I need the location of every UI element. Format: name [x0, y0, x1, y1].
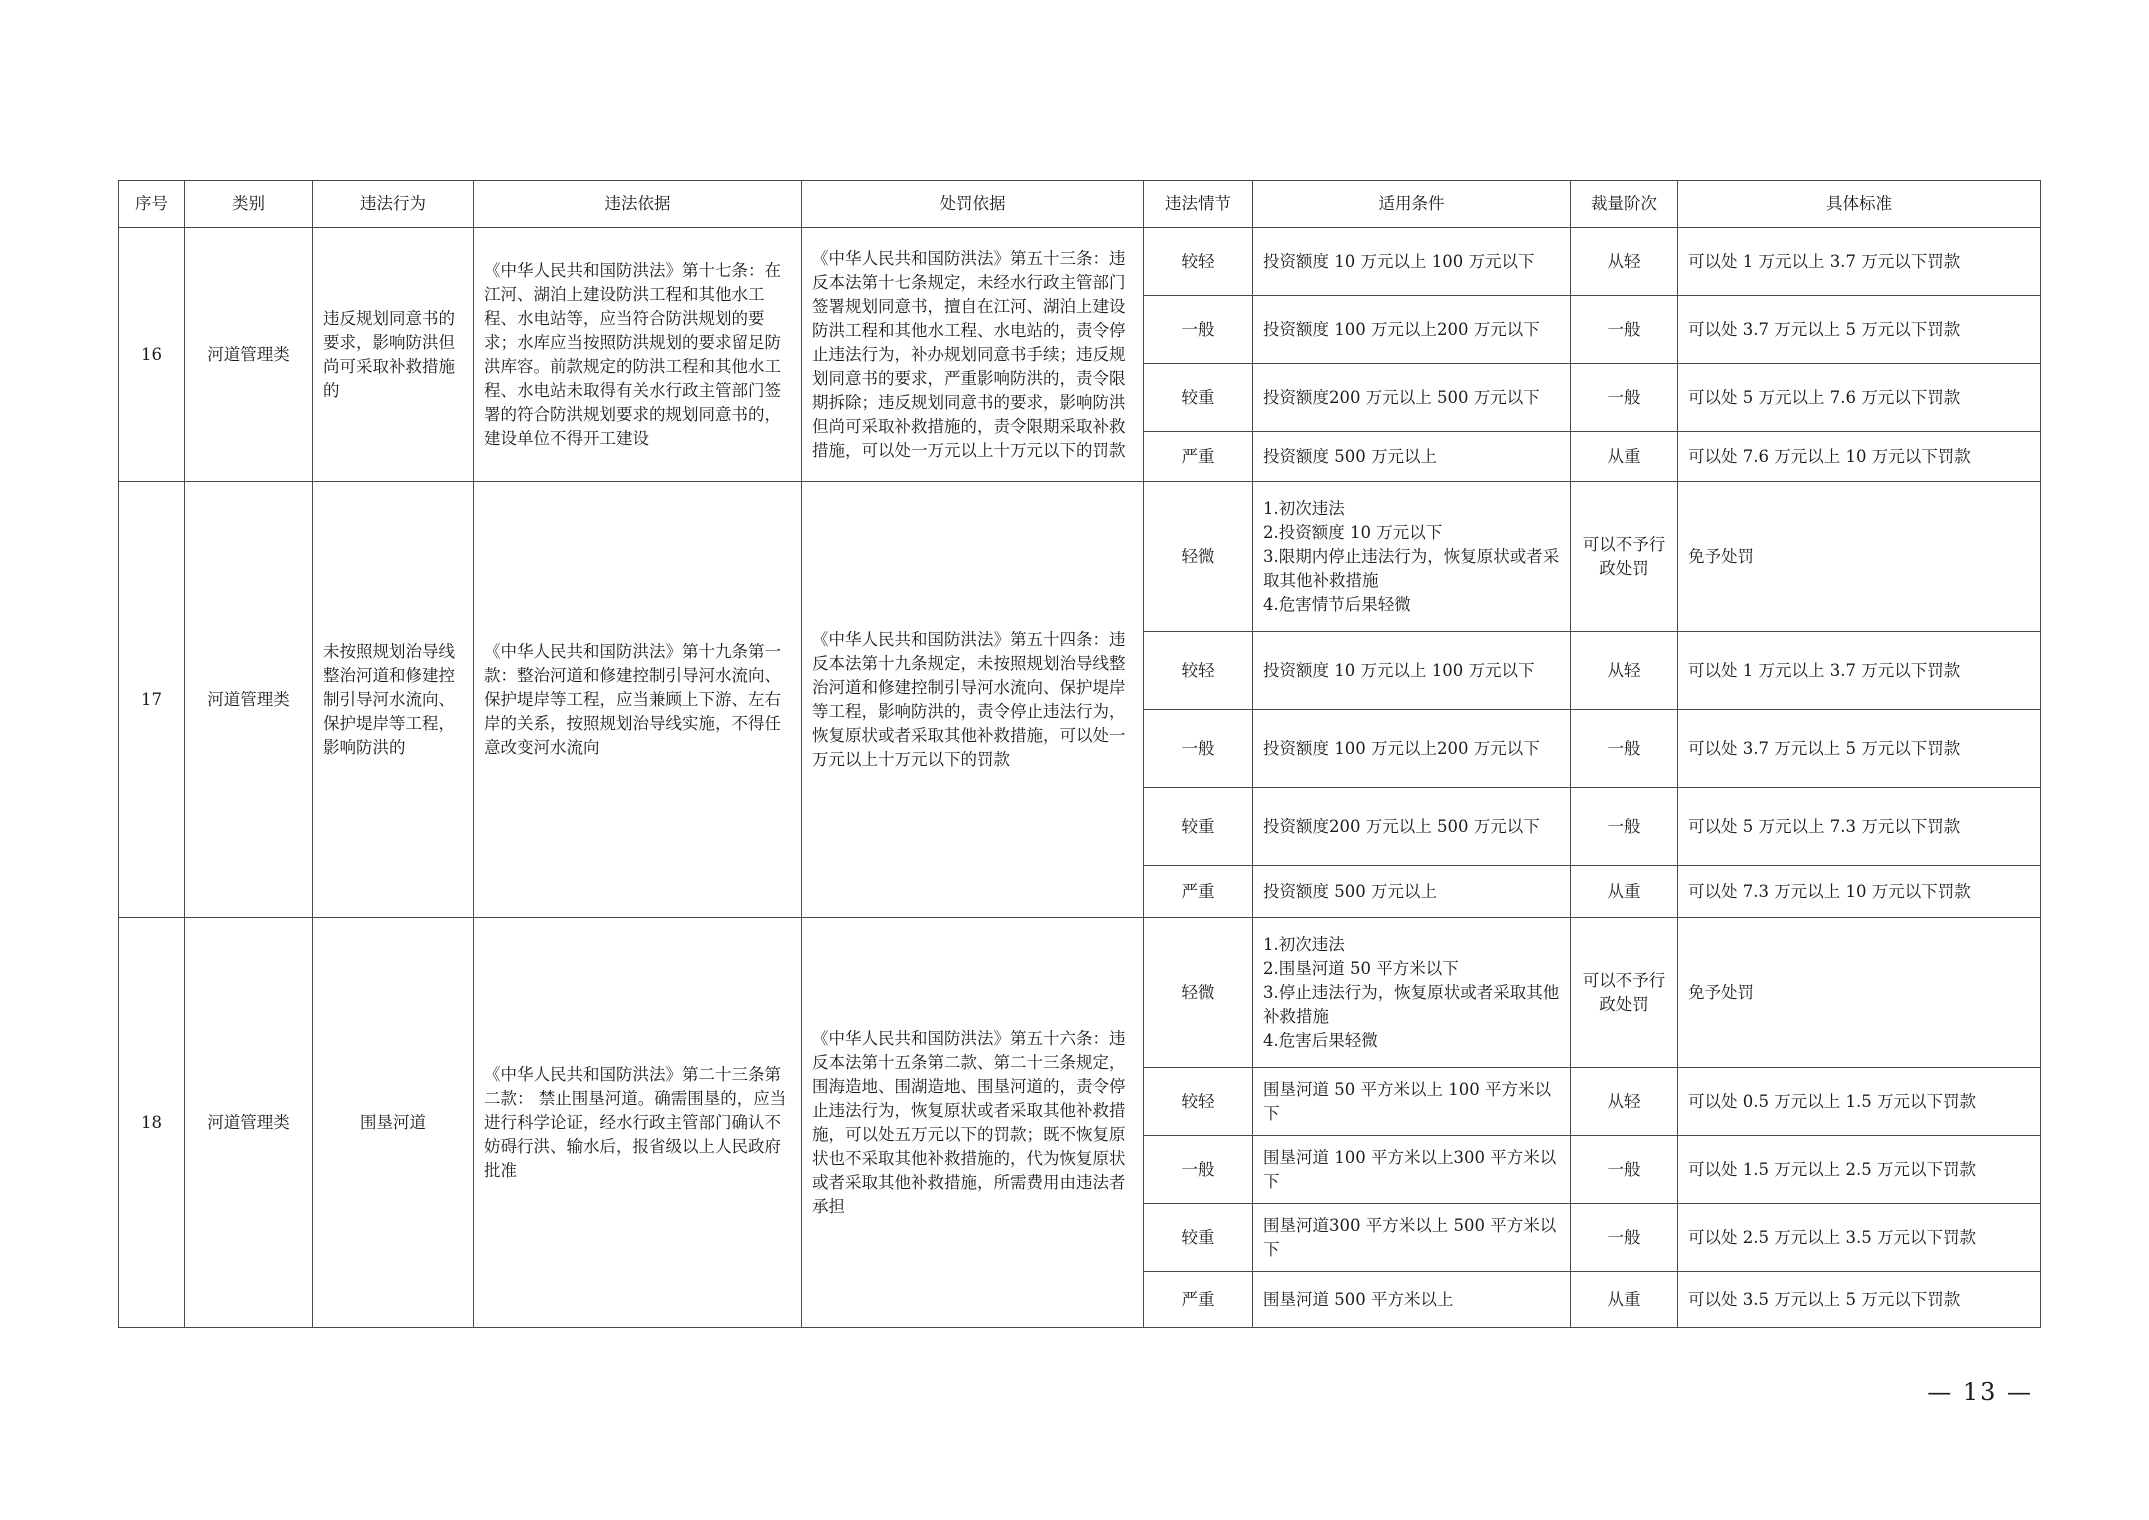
row-plot: 轻微 [1144, 918, 1253, 1068]
row-plot: 轻微 [1144, 482, 1253, 632]
row-basis: 《中华人民共和国防洪法》第十九条第一款：整治河道和修建控制引导河水流向、保护堤岸等工程，应当兼顾上下游、左右岸的关系，按照规划治导线实施，不得任意改变河水流向 [474, 482, 802, 918]
row-basis: 《中华人民共和国防洪法》第十七条：在江河、湖泊上建设防洪工程和其他水工程、水电站等，应当符合防洪规划的要求；水库应当按照防洪规划的要求留足防洪库容。前款规定的防洪工程和其他水工程、水电站未取得有关水行政主管部门签署的符合防洪规划要求的规划同意书的，建设单位不得开工建设 [474, 228, 802, 482]
row-behavior: 违反规划同意书的要求，影响防洪但尚可采取补救措施的 [313, 228, 474, 482]
row-standard: 可以处 1 万元以上 3.7 万元以下罚款 [1678, 228, 2041, 296]
row-standard: 可以处 3.5 万元以上 5 万元以下罚款 [1678, 1272, 2041, 1328]
condition-line: 4.危害情节后果轻微 [1263, 594, 1411, 614]
row-standard: 可以处 0.5 万元以上 1.5 万元以下罚款 [1678, 1068, 2041, 1136]
row-level: 从轻 [1571, 228, 1678, 296]
row-condition: 投资额度 500 万元以上 [1253, 432, 1571, 482]
row-standard: 可以处 1.5 万元以上 2.5 万元以下罚款 [1678, 1136, 2041, 1204]
row-standard: 可以处 1 万元以上 3.7 万元以下罚款 [1678, 632, 2041, 710]
row-plot: 较轻 [1144, 228, 1253, 296]
row-condition [1253, 482, 1571, 632]
row-category: 河道管理类 [185, 228, 313, 482]
row-level: 从重 [1571, 866, 1678, 918]
page-number: — 13 — [1927, 1378, 2033, 1406]
table-header-row [119, 181, 2041, 228]
row-condition: 投资额度 10 万元以上 100 万元以下 [1253, 228, 1571, 296]
header-plot: 违法情节 [1144, 181, 1253, 228]
header-behavior: 违法行为 [313, 181, 474, 228]
row-level: 一般 [1571, 788, 1678, 866]
penalty-standards-table [118, 180, 2041, 1328]
row-standard: 可以处 2.5 万元以上 3.5 万元以下罚款 [1678, 1204, 2041, 1272]
row-condition: 围垦河道 50 平方米以上 100 平方米以下 [1253, 1068, 1571, 1136]
header-condition: 适用条件 [1253, 181, 1571, 228]
condition-line: 1.初次违法 [1263, 498, 1345, 518]
row-penalty-basis: 《中华人民共和国防洪法》第五十四条：违反本法第十九条规定，未按照规划治导线整治河道和修建控制引导河水流向、保护堤岸等工程，影响防洪的，责令停止违法行为，恢复原状或者采取其他补救措施，可以处一万元以上十万元以下的罚款 [802, 482, 1144, 918]
header-penalty-basis: 处罚依据 [802, 181, 1144, 228]
row-penalty-basis: 《中华人民共和国防洪法》第五十六条：违反本法第十五条第二款、第二十三条规定，围海造地、围湖造地、围垦河道的，责令停止违法行为，恢复原状或者采取其他补救措施，可以处五万元以下的罚款；既不恢复原状也不采取其他补救措施的，代为恢复原状或者采取其他补救措施，所需费用由违法者承担 [802, 918, 1144, 1328]
row-level: 一般 [1571, 1136, 1678, 1204]
row-standard: 可以处 7.3 万元以上 10 万元以下罚款 [1678, 866, 2041, 918]
row-level: 从重 [1571, 1272, 1678, 1328]
row-behavior: 围垦河道 [313, 918, 474, 1328]
row-level: 一般 [1571, 364, 1678, 432]
row-standard: 可以处 3.7 万元以上 5 万元以下罚款 [1678, 296, 2041, 364]
row-condition: 投资额度 100 万元以上200 万元以下 [1253, 296, 1571, 364]
row-condition: 投资额度200 万元以上 500 万元以下 [1253, 788, 1571, 866]
row-penalty-basis: 《中华人民共和国防洪法》第五十三条：违反本法第十七条规定，未经水行政主管部门签署规划同意书，擅自在江河、湖泊上建设防洪工程和其他水工程、水电站的，责令停止违法行为，补办规划同意书手续；违反规划同意书的要求，严重影响防洪的，责令限期拆除；违反规划同意书的要求，影响防洪但尚可采取补救措施的，责令限期采取补救措施，可以处一万元以上十万元以下的罚款 [802, 228, 1144, 482]
row-plot: 较重 [1144, 788, 1253, 866]
row-level: 从轻 [1571, 632, 1678, 710]
row-level: 从重 [1571, 432, 1678, 482]
table-row [119, 228, 2041, 296]
header-basis: 违法依据 [474, 181, 802, 228]
row-level: 可以不予行政处罚 [1571, 918, 1678, 1068]
table-row [119, 918, 2041, 1068]
row-behavior: 未按照规划治导线整治河道和修建控制引导河水流向、保护堤岸等工程，影响防洪的 [313, 482, 474, 918]
row-condition: 投资额度 500 万元以上 [1253, 866, 1571, 918]
row-standard: 免予处罚 [1678, 482, 2041, 632]
row-standard: 可以处 7.6 万元以上 10 万元以下罚款 [1678, 432, 2041, 482]
row-no: 16 [119, 228, 185, 482]
row-condition: 围垦河道 100 平方米以上300 平方米以下 [1253, 1136, 1571, 1204]
row-plot: 严重 [1144, 432, 1253, 482]
row-basis: 《中华人民共和国防洪法》第二十三条第二款： 禁止围垦河道。确需围垦的，应当进行科学论证，经水行政主管部门确认不妨碍行洪、输水后，报省级以上人民政府批准 [474, 918, 802, 1328]
row-condition: 围垦河道300 平方米以上 500 平方米以下 [1253, 1204, 1571, 1272]
row-level: 一般 [1571, 296, 1678, 364]
condition-line: 3.限期内停止违法行为，恢复原状或者采取其他补救措施 [1263, 546, 1560, 590]
row-category: 河道管理类 [185, 482, 313, 918]
row-category: 河道管理类 [185, 918, 313, 1328]
table-row [119, 482, 2041, 632]
row-plot: 较重 [1144, 1204, 1253, 1272]
row-plot: 一般 [1144, 296, 1253, 364]
row-plot: 严重 [1144, 1272, 1253, 1328]
row-level: 从轻 [1571, 1068, 1678, 1136]
row-condition: 投资额度 100 万元以上200 万元以下 [1253, 710, 1571, 788]
row-condition: 围垦河道 500 平方米以上 [1253, 1272, 1571, 1328]
row-standard: 免予处罚 [1678, 918, 2041, 1068]
condition-line: 3.停止违法行为，恢复原状或者采取其他补救措施 [1263, 982, 1560, 1026]
row-condition [1253, 918, 1571, 1068]
condition-line: 2.投资额度 10 万元以下 [1263, 522, 1443, 542]
row-plot: 严重 [1144, 866, 1253, 918]
row-no: 17 [119, 482, 185, 918]
row-condition: 投资额度 10 万元以上 100 万元以下 [1253, 632, 1571, 710]
row-plot: 一般 [1144, 710, 1253, 788]
header-level: 裁量阶次 [1571, 181, 1678, 228]
header-category: 类别 [185, 181, 313, 228]
row-standard: 可以处 5 万元以上 7.6 万元以下罚款 [1678, 364, 2041, 432]
row-level: 一般 [1571, 710, 1678, 788]
row-plot: 一般 [1144, 1136, 1253, 1204]
row-plot: 较重 [1144, 364, 1253, 432]
row-condition: 投资额度200 万元以上 500 万元以下 [1253, 364, 1571, 432]
row-level: 一般 [1571, 1204, 1678, 1272]
header-standard: 具体标准 [1678, 181, 2041, 228]
row-no: 18 [119, 918, 185, 1328]
row-standard: 可以处 3.7 万元以上 5 万元以下罚款 [1678, 710, 2041, 788]
condition-line: 2.围垦河道 50 平方米以下 [1263, 958, 1459, 978]
row-plot: 较轻 [1144, 632, 1253, 710]
condition-line: 1.初次违法 [1263, 934, 1345, 954]
row-plot: 较轻 [1144, 1068, 1253, 1136]
row-standard: 可以处 5 万元以上 7.3 万元以下罚款 [1678, 788, 2041, 866]
row-level: 可以不予行政处罚 [1571, 482, 1678, 632]
header-no: 序号 [119, 181, 185, 228]
condition-line: 4.危害后果轻微 [1263, 1030, 1378, 1050]
